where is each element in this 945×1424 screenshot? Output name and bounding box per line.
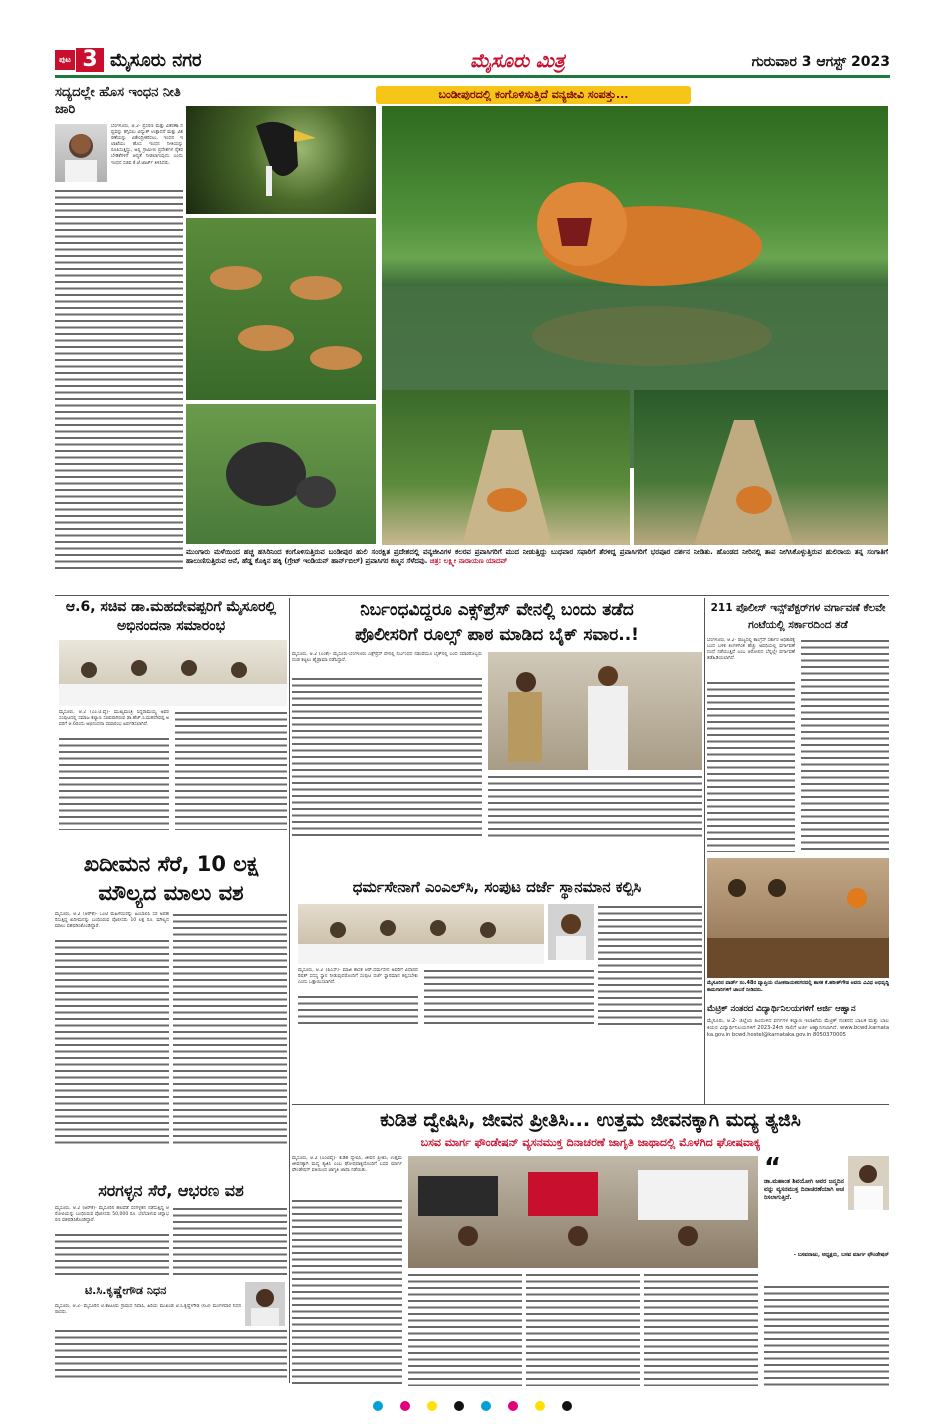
story-mahadevappa-body-col2 (175, 710, 287, 830)
story-addiction-body-continued (292, 1198, 402, 1386)
story-fuel-body: ಬೆಂಗಳೂರು, ಆ.2- ಪ್ರಸರಣ ಮತ್ತು ವಿತರಣಾ ನಷ್ಟವನ್ನು ತಗ್ಗಿಸಲು ವಿದ್ಯುತ್ ಉತ್ಪಾದನೆ ಮತ್ತು ವಿತರಣೆಯನ್ನು ವಿಕೇಂದ್ರೀಕರಿಸಲು, ಇಂಧನ ಇಲಾಖೆಯು ಹೊಸ ಇಂಧನ ನೀತಿಯನ್ನು ರೂಪಿಸುತ್ತಿದ್ದು, ಅಲ್ಲಿ ಗ್ರಾಮೀಣ ಪ್ರದೇಶಗಳ ರೈತರ ಬೇಡಿಕೆಗಳಿಗೆ ಆದ್ಯತೆ ನೀಡಲಾಗುವುದು ಎಂದು ಇಂಧನ ಸಚಿವ ಕೆ.ಜೆ.ಜಾರ್ಜ್ ತಿಳಿಸಿದರು. (111, 124, 183, 166)
story-dharmasena-body-continued (298, 994, 418, 1026)
obituary-portrait (245, 1282, 285, 1326)
story-mahadevappa-body-continued (59, 736, 169, 830)
story-addiction-body-col3 (526, 1272, 640, 1386)
header-rule (55, 75, 890, 78)
pull-quote-author: - ಬಸವರಾಜು, ಅಧ್ಯಕ್ಷರು, ಬಸವ ಮಾರ್ಗ ಫೌಂಡೇಷನ್ (793, 1252, 889, 1258)
wildlife-caption (186, 548, 888, 576)
page-label-text: ಪುಟ (59, 55, 71, 64)
story-addiction-headline: ಕುಡಿತ ದ್ವೇಷಿಸಿ, ಜೀವನ ಪ್ರೀತಿಸಿ... ಉತ್ತಮ ಜೀವನಕ್ಕಾಗಿ ಮದ್ಯ ತ್ಯಜಿಸಿ (380, 1109, 801, 1131)
story-obituary-body-continued (55, 1328, 287, 1380)
story-biker-body: ಮೈಸೂರು, ಆ.2 (ಎಂಕೆ)- ಮೈಸೂರು-ಬೆಂಗಳೂರು ಎಕ್ಸ್‌ಪ್ರೆಸ್ ವೇನಲ್ಲಿ ನಿರ್ಬಂಧದ ನಡುವೆಯೂ ಬೈಕ್‌ನಲ್ಲಿ ಬಂದ ಸವಾರರೊಬ್ಬರು ದಂಡ ಕಟ್ಟಲು ಹೈಡ್ರಾಮಾ ನಡೆಸಿದ್ದಾರೆ. (292, 652, 482, 664)
story-inspectors-body-continued (707, 680, 795, 852)
story-addiction-subhead: ಬಸವ ಮಾರ್ಗ ಫೌಂಡೇಷನ್ ವ್ಯಸನಮುಕ್ತ ದಿನಾಚರಣೆ ಜಾಗೃತಿ ಜಾಥಾದಲ್ಲಿ ಮೊಳಗಿದ ಘೋಷವಾಕ್ಯ (420, 1136, 761, 1149)
story-hostel-body: ಮೈಸೂರು, ಆ.2- ಜಿಲ್ಲೆಯ ಹಿಂದುಳಿದ ವರ್ಗಗಳ ಕಲ್ಯಾಣ ಇಲಾಖೆಯ ಮೆಟ್ರಿಕ್ ನಂತರದ ಬಾಲಕ ಮತ್ತು ಬಾಲಕಿಯರ ವಿದ್ಯಾರ್ಥಿನಿಲಯಗಳಿಗೆ 2023-24ನೇ ಸಾಲಿಗೆ ಅರ್ಜಿ ಆಹ್ವಾನಿಸಲಾಗಿದೆ. www.bcwd.karnataka.gov.in bcwd.hostel@karnataka.gov.in 8050370005 (707, 1018, 889, 1038)
story-addiction-body-col2 (408, 1272, 522, 1386)
photo-credit: ಚಿತ್ರ: ಲಕ್ಷ್ಮೀ ನಾರಾಯಣ ಯಾದವ್ (429, 557, 508, 565)
registration-dot (400, 1401, 410, 1411)
story-hostel (707, 1000, 889, 1104)
story-biker-body-continued (292, 676, 482, 840)
page-header (0, 0, 945, 84)
police-and-biker-photo (488, 652, 702, 770)
story-addiction-body-col4 (644, 1272, 758, 1386)
story-dharmasena (292, 874, 702, 1030)
story-dharmasena-body: ಮೈಸೂರು, ಆ.2 (ಪಿಎಸ್)- ಮಾಜಿ ಶಾಸಕ ಆರ್.ಧರ್ಮಸೇನ ಅವರಿಗೆ ವಿಧಾನಪರಿಷತ್ ಸದಸ್ಯ ಸ್ಥಾನ ನೀಡುವುದರೊಂದಿಗೆ ಸಂಪುಟ ದರ್ಜೆ ಸ್ಥಾನಮಾನ ಕಲ್ಪಿಸಬೇಕು ಎಂದು ಒತ್ತಾಯಿಸಲಾಗಿದೆ. (298, 968, 418, 986)
story-mahadevappa-body: ಮೈಸೂರು, ಆ.2 (ಎಂ.ಟಿ.ವೈ)- ಮುಖ್ಯಮಂತ್ರಿ ಸಿದ್ದರಾಮಯ್ಯ ಅವರ ಸಂಪುಟದಲ್ಲಿ ಸಮಾಜ ಕಲ್ಯಾಣ ಸಚಿವರಾಗಿರುವ ಡಾ.ಹೆಚ್.ಸಿ.ಮಹದೇವಪ್ಪ ಅವರಿಗೆ ಆ.6ರಂದು ಅಭಿನಂದನಾ ಸಮಾರಂಭ ಏರ್ಪಡಿಸಲಾಗಿದೆ. (59, 710, 169, 728)
story-chain-body-continued (55, 1232, 169, 1276)
story-addiction-body-col5 (764, 1284, 889, 1386)
story-obituary (55, 1282, 287, 1384)
tiger-sitting-on-road-photo (634, 390, 888, 545)
story-addiction-body: ಮೈಸೂರು, ಆ.2 (ಎಂಟಿವೈ)- ಕುಡಿತ ದ್ವೇಷಿಸಿ, ಜೀವನ ಪ್ರೀತಿಸಿ, ಉತ್ತಮ ಜೀವನಕ್ಕಾಗಿ ಮದ್ಯ ತ್ಯಜಿಸಿ ಎಂಬ ಘೋಷವಾಕ್ಯದೊಂದಿಗೆ ಬಸವ ಮಾರ್ಗ ಫೌಂಡೇಷನ್ ವತಿಯಿಂದ ಜಾಗೃತಿ ಜಾಥಾ ನಡೆಯಿತು. (292, 1156, 402, 1174)
story-chain-body: ಮೈಸೂರು, ಆ.2 (ಆರ್‌ಕೆ)- ಮೈಸೂರಿನ ಹಲವೆಡೆ ಸರಗಳ್ಳತನ ನಡೆಸುತ್ತಿದ್ದ ಆರೋಪಿಯನ್ನು ಬಂಧಿಸಿರುವ ಪೊಲೀಸರು 50,000 ರೂ. ಬೆಲೆಬಾಳುವ ಚಿನ್ನಾಭರಣ ವಶಪಡಿಸಿಕೊಂಡಿದ್ದಾರೆ. (55, 1206, 169, 1224)
elephant-with-calf-photo (186, 404, 376, 544)
story-theft-headline: ಖದೀಮನ ಸೆರೆ, 10 ಲಕ್ಷ ಮೌಲ್ಯದ ಮಾಲು ವಶ (83, 852, 259, 905)
pull-quote-box (764, 1153, 889, 1280)
story-fuel-headline: ಸದ್ಯದಲ್ಲೇ ಹೊಸ ಇಂಧನ ನೀತಿ ಜಾರಿ (55, 85, 181, 117)
story-dharmasena-headline: ಧರ್ಮಸೇನಾಗೆ ಎಂಎಲ್‌ಸಿ, ಸಂಪುಟ ದರ್ಜೆ ಸ್ಥಾನಮಾನ ಕಲ್ಪಿಸಿ (352, 878, 642, 896)
story-inspectors-body-col2 (801, 638, 889, 852)
pull-quote-text: ಡಾ.ಮಹಾಂತ ಶಿವಯೋಗಿ ಅವರ ಜನ್ಮದಿನವನ್ನು ವ್ಯಸನಮುಕ್ತ ದಿನಾಚರಣೆಯಾಗಿ ಆಚರಿಸಲಾಗುತ್ತಿದೆ. (764, 1178, 844, 1201)
wildlife-caption-text: ಮುಂಗಾರು ಮಳೆಯಿಂದ ಹಚ್ಚ ಹಸಿರಿನಿಂದ ಕಂಗೊಳಿಸುತ್ತಿರುವ ಬಂಡೀಪುರ ಹುಲಿ ಸಂರಕ್ಷಿತ ಪ್ರದೇಶದಲ್ಲಿ ವನ್ಯಜೀವಿಗಳ ಕಲರವ ಪ್ರವಾಸಿಗರಿಗೆ ಮುದ ನೀಡುತ್ತಿದ್ದು ಬುಧವಾರ ಸಫಾರಿಗೆ ತೆರಳಿದ್ದ ಪ್ರವಾಸಿಗರಿಗೆ ಭರಪೂರ ದರ್ಶನ ನೀಡಿತು. ಹೊಂಡದ ನೀರಿನಲ್ಲಿ ತಾಪ ನೀಗಿಸಿಕೊಳ್ಳುತ್ತಿರುವ ಹುಲಿರಾಯ ತನ್ನ ಸಂಗಾತಿಗೆ ಹಾಲುಣಿಸುತ್ತಿರುವ ಆನೆ, ಹೆಡ್ಡ ಕೊಕ್ಕಿನ ಹಕ್ಕಿ (ಗ್ರೇಟ್ ಇಂಡಿಯನ್ ಹಾರ್ನ್‌ಬಿಲ್) ಪ್ರವಾಸಿಗರ ಕಣ್ಮನ ಸೆಳೆದವು. (186, 548, 888, 565)
story-fuel-policy (55, 84, 183, 574)
page-number (76, 48, 104, 72)
story-addiction (292, 1106, 889, 1388)
section-rule (55, 595, 889, 596)
story-dharmasena-body-col3 (598, 904, 702, 1026)
minister-portrait (55, 124, 107, 182)
story-hostel-headline: ಮೆಟ್ರಿಕ್ ನಂತರದ ವಿದ್ಯಾರ್ಥಿನಿಲಯಗಳಿಗೆ ಅರ್ಜಿ ಆಹ್ವಾನ (707, 1003, 856, 1013)
color-registration-marks (0, 1396, 945, 1410)
wildlife-banner-text: ಬಂಡೀಪುರದಲ್ಲಿ ಕಂಗೊಳಿಸುತ್ತಿದೆ ವನ್ಯಜೀವಿ ಸಂಪತ್ತು... (438, 88, 629, 101)
story-theft-body-col2 (173, 912, 287, 1148)
story-fuel-body-continued (55, 188, 183, 572)
issue-date: ಗುರುವಾರ 3 ಆಗಸ್ಟ್ 2023 (751, 54, 890, 70)
column-rule (289, 598, 290, 1383)
foundation-head-portrait (848, 1156, 889, 1210)
story-biker-body-col2 (488, 774, 702, 840)
wildlife-feature (186, 84, 889, 594)
story-theft-body-continued (55, 938, 169, 1148)
story-chain-body-col2 (173, 1206, 287, 1276)
registration-dot (427, 1401, 437, 1411)
section-name: ಮೈಸೂರು ನಗರ (110, 50, 202, 71)
awareness-rally-photo (408, 1156, 758, 1268)
story-mahadevappa (55, 598, 287, 830)
registration-dot (535, 1401, 545, 1411)
masthead-logo: ಮೈಸೂರು ಮಿತ್ರ (470, 50, 565, 72)
registration-dot (373, 1401, 383, 1411)
story-chain-headline: ಸರಗಳ್ಳನ ಸೆರೆ, ಆಭರಣ ವಶ (98, 1181, 244, 1200)
story-inspectors-body: ಬೆಂಗಳೂರು, ಆ.2- ರಾಜ್ಯದಲ್ಲಿ ಕಾಂಗ್ರೆಸ್ ಸರ್ಕಾರ ಅಧಿಕಾರಕ್ಕೆ ಬಂದ ಬಳಿಕ ತಿಂಗಳಿಗಿಂತ ಹೆಚ್ಚು ಅವಧಿಯಲ್ಲಿ ವರ್ಗಾವಣೆ ದಂಧೆ ನಡೆಯುತ್ತಿದೆ ಎಂಬ ಆರೋಪದ ಬೆನ್ನಲ್ಲೇ ವರ್ಗಾವಣೆ ತಡೆಹಿಡಿಯಲಾಗಿದೆ. (707, 638, 795, 662)
press-meet-photo (59, 640, 287, 706)
story-theft-body: ಮೈಸೂರು, ಆ.2 (ಆರ್‌ಕೆ)- ಒಂಟಿ ಮಹಿಳೆಯರನ್ನು ಹಿಂಬಾಲಿಸಿ ಸರ ಅಪಹರಿಸುತ್ತಿದ್ದ ಖದೀಮನನ್ನು ಬಂಧಿಸಿರುವ ಪೊಲೀಸರು 10 ಲಕ್ಷ ರೂ. ಮೌಲ್ಯದ ಮಾಲು ವಶಪಡಿಸಿಕೊಂಡಿದ್ದಾರೆ. (55, 912, 169, 930)
story-obituary-headline: ಟಿ.ಸಿ.ಕೃಷ್ಣೇಗೌಡ ನಿಧನ (85, 1284, 167, 1297)
page-label (55, 50, 75, 70)
story-biker-headline-line1: ನಿರ್ಬಂಧವಿದ್ದರೂ ಎಕ್ಸ್‌ಪ್ರೆಸ್ ವೇನಲ್ಲಿ ಬಂದು ತಡೆದ (360, 600, 634, 620)
story-theft (55, 850, 287, 1170)
story-biker-headline-line2: ಪೊಲೀಸರಿಗೆ ರೂಲ್ಸ್ ಪಾಠ ಮಾಡಿದ ಬೈಕ್ ಸವಾರ..! (355, 625, 639, 645)
tiger-on-forest-road-photo (382, 390, 630, 545)
story-biker (292, 598, 702, 872)
dharmasena-portrait (548, 904, 594, 960)
story-inspectors (707, 598, 889, 854)
spotted-deer-photo (186, 218, 376, 400)
story-mahadevappa-headline: ಆ.6, ಸಚಿವ ಡಾ.ಮಹದೇವಪ್ಪರಿಗೆ ಮೈಸೂರಲ್ಲಿ ಅಭಿನಂದನಾ ಸಮಾರಂಭ (65, 599, 277, 634)
story-obituary-body: ಮೈಸೂರು, ಆ.2- ಮೈಸೂರಿನ ಟಿ.ಕಾಟೂರು ಗ್ರಾಮದ ನಿವಾಸಿ, ಹಿರಿಯ ಮುಖಂಡ ಟಿ.ಸಿ.ಕೃಷ್ಣೇಗೌಡ (63) ಮಂಗಳವಾರ ನಿಧನರಾದರು. (55, 1304, 241, 1316)
story-inspectors-headline: 211 ಪೊಲೀಸ್ ಇನ್ಸ್‌ಪೆಕ್ಟರ್‌ಗಳ ವರ್ಗಾವಣೆ ಕೆಲವೇ ಗಂಟೆಯಲ್ಲಿ ಸರ್ಕಾರದಿಂದ ತಡೆ (710, 602, 886, 631)
page-number-text: 3 (82, 47, 98, 72)
quote-mark-icon: “ (764, 1153, 782, 1183)
story-dharmasena-body-col2 (424, 968, 594, 1026)
section-rule (292, 1104, 889, 1105)
hornbill-photo (186, 106, 376, 214)
column-rule (704, 598, 705, 1104)
registration-dot (562, 1401, 572, 1411)
temple-photo-caption: ಮೈಸೂರಿನ ವಾರ್ಡ್ ನಂ.48ರ ವ್ಯಾಪ್ತಿಯ ಲೋಕನಾಯಕನಗರದಲ್ಲಿ ಶಾಸಕ ಕೆ.ಹರೀಶ್‌ಗೌಡ ಅವರು ವಿವಿಧ ಅಭಿವೃದ್ಧಿ ಕಾಮಗಾರಿಗಳಿಗೆ ಚಾಲನೆ ನೀಡಿದರು. (707, 980, 889, 993)
registration-dot (454, 1401, 464, 1411)
dharmasena-press-photo (298, 904, 544, 964)
registration-dot (481, 1401, 491, 1411)
temple-inauguration-photo (707, 858, 889, 978)
registration-dot (508, 1401, 518, 1411)
story-chain-snatcher (55, 1178, 287, 1276)
